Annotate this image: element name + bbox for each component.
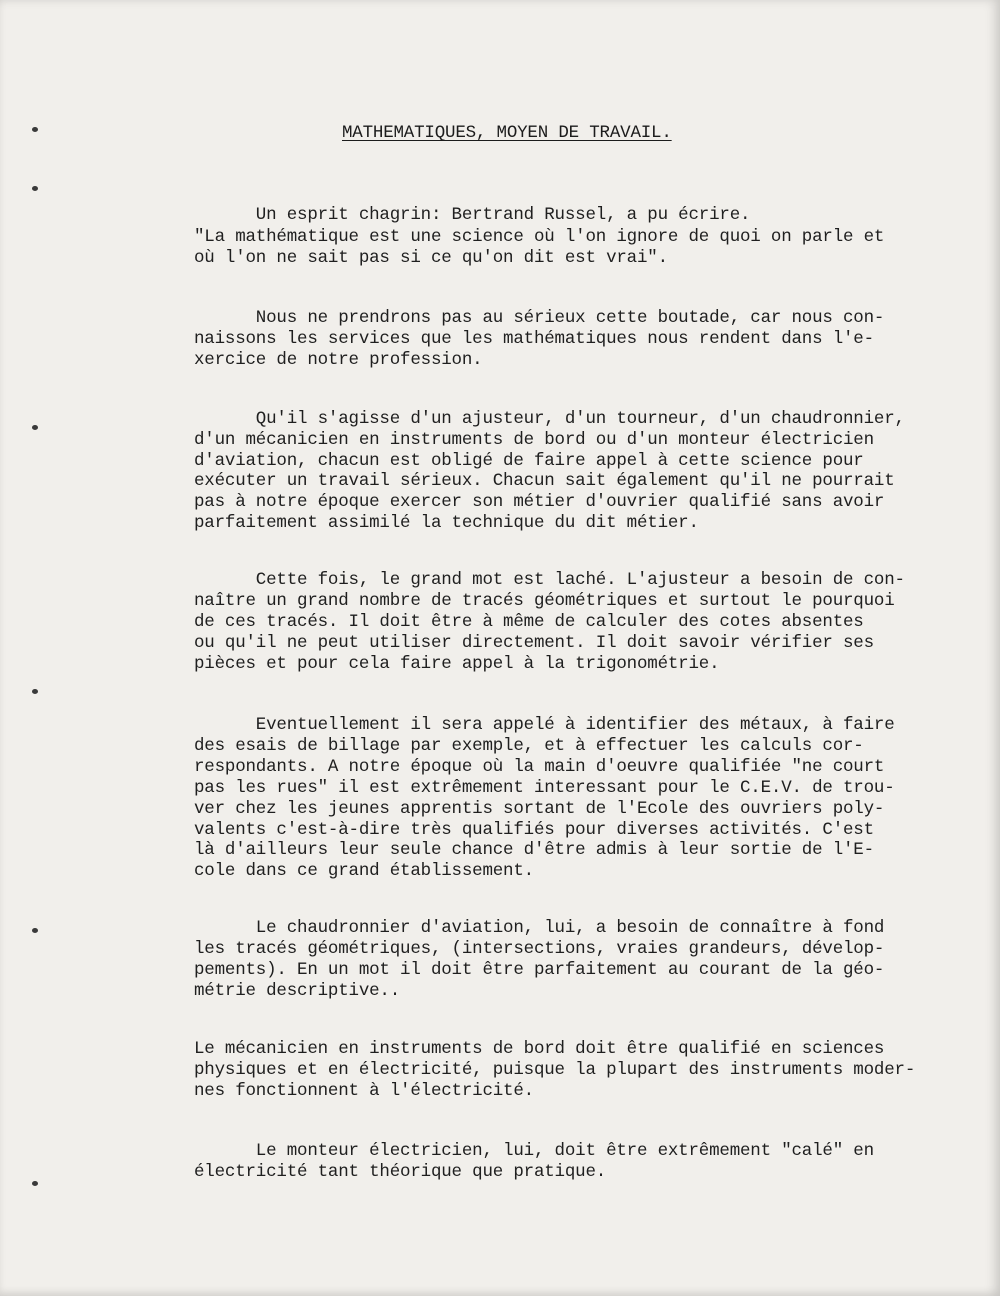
binder-hole bbox=[32, 1181, 38, 1186]
paragraph-line: là d'ailleurs leur seule chance d'être admis à leur sortie de l'E- bbox=[194, 840, 874, 860]
paragraph-line: valents c'est-à-dire très qualifiés pour diverses activités. C'est bbox=[194, 820, 874, 840]
binder-hole bbox=[32, 127, 38, 132]
binder-hole bbox=[32, 689, 38, 694]
paragraph-line: xercice de notre profession. bbox=[194, 350, 483, 370]
paragraph-line: où l'on ne sait pas si ce qu'on dit est vrai". bbox=[194, 248, 668, 268]
paragraph-line: Qu'il s'agisse d'un ajusteur, d'un tourneur, d'un chaudronnier, bbox=[194, 409, 905, 429]
binder-hole bbox=[32, 186, 38, 191]
paragraph-line: ver chez les jeunes apprentis sortant de l'Ecole des ouvriers poly- bbox=[194, 799, 885, 819]
paragraph-line: Un esprit chagrin: Bertrand Russel, a pu écrire. bbox=[194, 205, 751, 225]
paragraph-line: les tracés géométriques, (intersections, vraies grandeurs, dévelop- bbox=[194, 939, 885, 959]
paragraph-line: Le chaudronnier d'aviation, lui, a besoin de connaître à fond bbox=[194, 918, 885, 938]
paragraph-line: métrie descriptive.. bbox=[194, 981, 401, 1001]
paragraph-line: électricité tant théorique que pratique. bbox=[194, 1162, 607, 1182]
paragraph-line: d'aviation, chacun est obligé de faire appel à cette science pour bbox=[194, 451, 864, 471]
binder-hole bbox=[32, 928, 38, 933]
binder-hole bbox=[32, 425, 38, 430]
paragraph-line: respondants. A notre époque où la main d'oeuvre qualifiée "ne court bbox=[194, 757, 885, 777]
paragraph-line: naître un grand nombre de tracés géométriques et surtout le pourquoi bbox=[194, 591, 895, 611]
paragraph-line: pas à notre époque exercer son métier d'ouvrier qualifié sans avoir bbox=[194, 492, 885, 512]
paragraph-line: ou qu'il ne peut utiliser directement. Il doit savoir vérifier ses bbox=[194, 633, 874, 653]
paragraph-line: "La mathématique est une science où l'on ignore de quoi on parle et bbox=[194, 227, 885, 247]
paragraph-line: pas les rues" il est extrêmement interessant pour le C.E.V. de trou- bbox=[194, 778, 895, 798]
paragraph-line: Nous ne prendrons pas au sérieux cette boutade, car nous con- bbox=[194, 308, 885, 328]
paragraph-line: Le mécanicien en instruments de bord doit être qualifié en sciences bbox=[194, 1039, 885, 1059]
paragraph-line: des esais de billage par exemple, et à effectuer les calculs cor- bbox=[194, 736, 864, 756]
paragraph-line: Le monteur électricien, lui, doit être extrêmement "calé" en bbox=[194, 1141, 874, 1161]
paragraph-line: Eventuellement il sera appelé à identifier des métaux, à faire bbox=[194, 715, 895, 735]
paragraph-line: pièces et pour cela faire appel à la trigonométrie. bbox=[194, 654, 720, 674]
paragraph-line: physiques et en électricité, puisque la plupart des instruments moder- bbox=[194, 1060, 916, 1080]
paragraph-line: exécuter un travail sérieux. Chacun sait également qu'il ne pourrait bbox=[194, 471, 895, 491]
paragraph-line: Cette fois, le grand mot est laché. L'ajusteur a besoin de con- bbox=[194, 570, 905, 590]
document-title: MATHEMATIQUES, MOYEN DE TRAVAIL. bbox=[342, 123, 672, 143]
paragraph-line: parfaitement assimilé la technique du dit métier. bbox=[194, 513, 699, 533]
paragraph-line: de ces tracés. Il doit être à même de calculer des cotes absentes bbox=[194, 612, 864, 632]
paragraph-line: d'un mécanicien en instruments de bord ou d'un monteur électricien bbox=[194, 430, 874, 450]
paragraph-line: pements). En un mot il doit être parfaitement au courant de la géo- bbox=[194, 960, 885, 980]
paragraph-line: naissons les services que les mathématiques nous rendent dans l'e- bbox=[194, 329, 874, 349]
paragraph-line: nes fonctionnent à l'électricité. bbox=[194, 1081, 534, 1101]
paragraph-line: cole dans ce grand établissement. bbox=[194, 861, 534, 881]
